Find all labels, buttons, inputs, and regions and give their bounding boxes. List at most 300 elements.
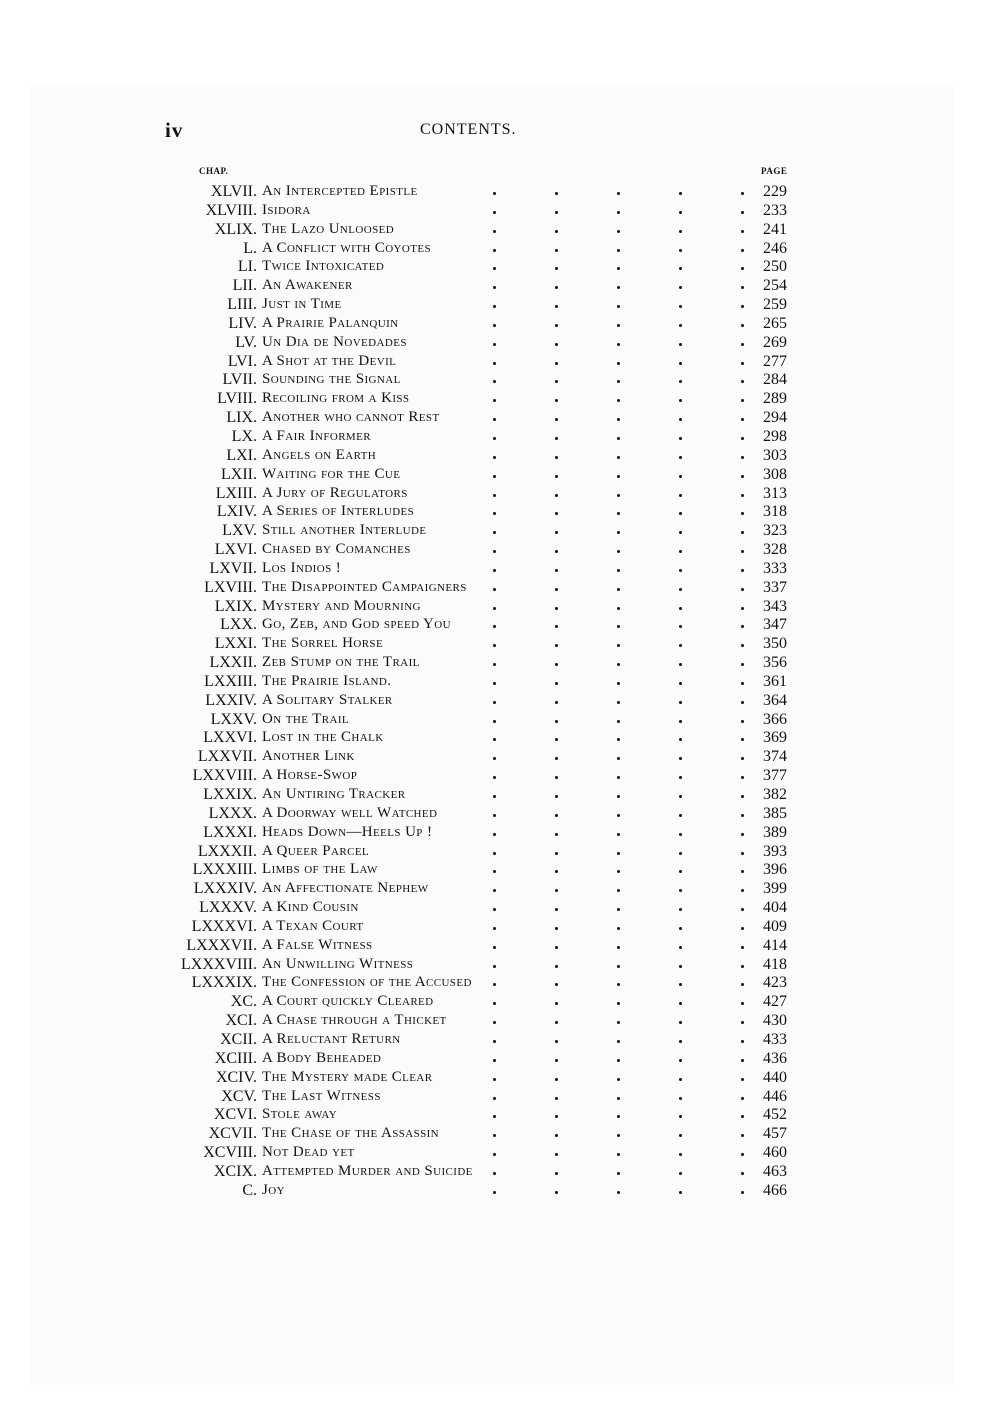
chapter-number: LXXXVI. xyxy=(191,917,257,935)
toc-entry xyxy=(0,1030,1000,1049)
dot-leaders xyxy=(493,465,749,484)
leader-dot xyxy=(555,437,558,440)
leader-dot xyxy=(493,738,496,741)
toc-entry xyxy=(0,295,1000,314)
leader-dot xyxy=(555,192,558,195)
dot-leaders xyxy=(493,728,749,747)
leader-dot xyxy=(741,494,744,497)
leader-dot xyxy=(493,569,496,572)
chapter-title: Waiting for the Cue xyxy=(262,465,401,482)
leader-dot xyxy=(741,343,744,346)
dot-leaders xyxy=(493,804,749,823)
toc-entry xyxy=(0,710,1000,729)
chapter-title: A Kind Cousin xyxy=(262,899,359,916)
leader-dot xyxy=(741,1097,744,1100)
dot-leaders xyxy=(493,936,749,955)
chapter-title: Twice Intoxicated xyxy=(262,258,385,275)
chapter-title: Angels on Earth xyxy=(262,446,377,463)
leader-dot xyxy=(617,249,620,252)
chapter-page: 361 xyxy=(763,672,787,690)
chapter-title: Zeb Stump on the Trail xyxy=(262,654,420,671)
chapter-number: XLVIII. xyxy=(205,201,257,219)
chapter-number: LIX. xyxy=(226,409,257,427)
leader-dot xyxy=(741,1172,744,1175)
leader-dot xyxy=(741,946,744,949)
dot-leaders xyxy=(493,766,749,785)
chapter-number: XCVIII. xyxy=(203,1144,257,1162)
leader-dot xyxy=(617,475,620,478)
leader-dot xyxy=(493,286,496,289)
chapter-page: 269 xyxy=(763,333,787,351)
leader-dot xyxy=(679,305,682,308)
leader-dot xyxy=(679,663,682,666)
leader-dot xyxy=(679,343,682,346)
leader-dot xyxy=(741,682,744,685)
leader-dot xyxy=(493,343,496,346)
leader-dot xyxy=(741,456,744,459)
leader-dot xyxy=(741,833,744,836)
toc-entry xyxy=(0,521,1000,540)
leader-dot xyxy=(493,230,496,233)
chapter-page: 427 xyxy=(763,993,787,1011)
chapter-number: LXI. xyxy=(226,446,257,464)
leader-dot xyxy=(679,776,682,779)
dot-leaders xyxy=(493,917,749,936)
chapter-title: Joy xyxy=(262,1181,285,1198)
leader-dot xyxy=(679,324,682,327)
dot-leaders xyxy=(493,540,749,559)
leader-dot xyxy=(679,682,682,685)
leader-dot xyxy=(493,833,496,836)
leader-dot xyxy=(555,380,558,383)
chapter-page: 452 xyxy=(763,1106,787,1124)
chapter-page: 457 xyxy=(763,1125,787,1143)
toc-entry xyxy=(0,936,1000,955)
chapter-number: LXXXII. xyxy=(197,842,257,860)
toc-entry xyxy=(0,1087,1000,1106)
leader-dot xyxy=(555,494,558,497)
chapter-page: 382 xyxy=(763,786,787,803)
leader-dot xyxy=(741,625,744,628)
chapter-page: 356 xyxy=(763,654,787,672)
chapter-page: 430 xyxy=(763,1012,787,1030)
leader-dot xyxy=(741,418,744,421)
leader-dot xyxy=(493,550,496,553)
leader-dot xyxy=(617,1040,620,1043)
chapter-title: An Affectionate Nephew xyxy=(262,880,429,897)
leader-dot xyxy=(493,927,496,930)
chapter-title: Still another Interlude xyxy=(262,522,427,539)
leader-dot xyxy=(617,494,620,497)
toc-entry xyxy=(0,973,1000,992)
dot-leaders xyxy=(493,1124,749,1143)
chapter-title: A Horse-Swop xyxy=(262,767,358,784)
chapter-number: XCII. xyxy=(220,1030,257,1048)
leader-dot xyxy=(493,870,496,873)
dot-leaders xyxy=(493,634,749,653)
leader-dot xyxy=(741,380,744,383)
dot-leaders xyxy=(493,898,749,917)
leader-dot xyxy=(493,1134,496,1137)
leader-dot xyxy=(493,531,496,534)
chapter-title: A Fair Informer xyxy=(262,427,371,444)
leader-dot xyxy=(741,267,744,270)
leader-dot xyxy=(741,1002,744,1005)
leader-dot xyxy=(679,475,682,478)
dot-leaders xyxy=(493,521,749,540)
leader-dot xyxy=(493,776,496,779)
leader-dot xyxy=(617,852,620,855)
dot-leaders xyxy=(493,1068,749,1087)
toc-entry xyxy=(0,370,1000,389)
dot-leaders xyxy=(493,370,749,389)
leader-dot xyxy=(617,682,620,685)
leader-dot xyxy=(493,701,496,704)
dot-leaders xyxy=(493,1143,749,1162)
dot-leaders xyxy=(493,691,749,710)
dot-leaders xyxy=(493,276,749,295)
chapter-number: LXVII. xyxy=(209,559,257,577)
leader-dot xyxy=(555,475,558,478)
dot-leaders xyxy=(493,352,749,371)
leader-dot xyxy=(555,927,558,930)
leader-dot xyxy=(617,230,620,233)
chapter-title: A Shot at the Devil xyxy=(262,352,397,369)
leader-dot xyxy=(617,795,620,798)
chapter-number: LXXVI. xyxy=(203,729,257,747)
leader-dot xyxy=(555,249,558,252)
leader-dot xyxy=(555,1097,558,1100)
leader-dot xyxy=(555,983,558,986)
chapter-number: LXIV. xyxy=(216,503,257,521)
chapter-number: L. xyxy=(243,239,257,257)
chapter-title: Go, Zeb, and God speed You xyxy=(262,616,451,633)
toc-entry xyxy=(0,766,1000,785)
leader-dot xyxy=(741,983,744,986)
leader-dot xyxy=(617,1002,620,1005)
leader-dot xyxy=(741,1021,744,1024)
chapter-page: 294 xyxy=(763,409,787,427)
dot-leaders xyxy=(493,710,749,729)
leader-dot xyxy=(555,625,558,628)
leader-dot xyxy=(679,456,682,459)
dot-leaders xyxy=(493,615,749,634)
chapter-title: The Chase of the Assassin xyxy=(262,1125,440,1142)
chapter-number: LIII. xyxy=(227,296,257,314)
chapter-number: LVI. xyxy=(227,352,257,370)
leader-dot xyxy=(617,983,620,986)
leader-dot xyxy=(493,362,496,365)
leader-dot xyxy=(741,1059,744,1062)
dot-leaders xyxy=(493,597,749,616)
leader-dot xyxy=(679,1002,682,1005)
chapter-number: XCIX. xyxy=(213,1162,257,1180)
page-column-heading: PAGE xyxy=(761,166,788,176)
leader-dot xyxy=(679,380,682,383)
leader-dot xyxy=(679,833,682,836)
leader-dot xyxy=(617,418,620,421)
leader-dot xyxy=(741,324,744,327)
chapter-title: The Lazo Unloosed xyxy=(262,220,395,237)
leader-dot xyxy=(617,1059,620,1062)
leader-dot xyxy=(493,1097,496,1100)
toc-entry xyxy=(0,615,1000,634)
chapter-number: LXXVII. xyxy=(197,748,257,766)
leader-dot xyxy=(617,757,620,760)
leader-dot xyxy=(741,908,744,911)
leader-dot xyxy=(679,1153,682,1156)
leader-dot xyxy=(617,305,620,308)
leader-dot xyxy=(617,644,620,647)
chapter-number: LX. xyxy=(231,427,257,445)
leader-dot xyxy=(493,1021,496,1024)
chapter-title: The Sorrel Horse xyxy=(262,635,384,652)
chapter-title: Stole away xyxy=(262,1106,338,1123)
toc-entry xyxy=(0,1143,1000,1162)
chapter-title: An Awakener xyxy=(262,277,353,294)
chapter-title: A Jury of Regulators xyxy=(262,484,408,501)
leader-dot xyxy=(617,701,620,704)
leader-dot xyxy=(741,569,744,572)
chapter-title: The Disappointed Campaigners xyxy=(262,578,467,595)
leader-dot xyxy=(555,889,558,892)
toc-entry xyxy=(0,597,1000,616)
leader-dot xyxy=(555,852,558,855)
chapter-title: Another who cannot Rest xyxy=(262,409,440,426)
chapter-number: XLIX. xyxy=(214,220,257,238)
leader-dot xyxy=(741,192,744,195)
leader-dot xyxy=(555,550,558,553)
leader-dot xyxy=(555,1002,558,1005)
leader-dot xyxy=(493,305,496,308)
chapter-title: An Intercepted Epistle xyxy=(262,183,418,199)
dot-leaders xyxy=(493,785,749,804)
toc-entry xyxy=(0,1162,1000,1181)
chapter-number: LXXII. xyxy=(209,654,257,672)
chapter-column-heading: CHAP. xyxy=(199,166,229,176)
dot-leaders xyxy=(493,653,749,672)
chapter-page: 246 xyxy=(763,239,787,257)
toc-entry xyxy=(0,1011,1000,1030)
chapter-title: A Series of Interludes xyxy=(262,503,415,520)
chapter-page: 233 xyxy=(763,201,787,219)
leader-dot xyxy=(741,230,744,233)
leader-dot xyxy=(741,814,744,817)
leader-dot xyxy=(493,1002,496,1005)
leader-dot xyxy=(679,211,682,214)
leader-dot xyxy=(493,1040,496,1043)
leader-dot xyxy=(493,1115,496,1118)
leader-dot xyxy=(555,343,558,346)
dot-leaders xyxy=(493,446,749,465)
dot-leaders xyxy=(493,823,749,842)
leader-dot xyxy=(617,437,620,440)
chapter-number: LXVI. xyxy=(214,541,257,559)
chapter-title: Recoiling from a Kiss xyxy=(262,390,410,407)
dot-leaders xyxy=(493,973,749,992)
chapter-page: 343 xyxy=(763,597,787,615)
leader-dot xyxy=(679,588,682,591)
toc-entry xyxy=(0,1049,1000,1068)
chapter-title: Los Indios ! xyxy=(262,559,342,576)
leader-dot xyxy=(493,211,496,214)
chapter-title: An Unwilling Witness xyxy=(262,955,414,972)
chapter-title: A Body Beheaded xyxy=(262,1049,382,1066)
chapter-title: Sounding the Signal xyxy=(262,371,401,388)
leader-dot xyxy=(617,1153,620,1156)
leader-dot xyxy=(493,965,496,968)
dot-leaders xyxy=(493,860,749,879)
leader-dot xyxy=(741,531,744,534)
dot-leaders xyxy=(493,502,749,521)
page-header xyxy=(0,118,1000,142)
toc-entry xyxy=(0,1068,1000,1087)
leader-dot xyxy=(493,324,496,327)
leader-dot xyxy=(679,983,682,986)
leader-dot xyxy=(617,889,620,892)
leader-dot xyxy=(617,607,620,610)
toc-entry xyxy=(0,1124,1000,1143)
leader-dot xyxy=(741,588,744,591)
toc-entry xyxy=(0,898,1000,917)
chapter-page: 350 xyxy=(763,635,787,653)
chapter-title: A Reluctant Return xyxy=(262,1030,401,1047)
toc-entry xyxy=(0,389,1000,408)
chapter-title: A False Witness xyxy=(262,936,373,953)
leader-dot xyxy=(679,1115,682,1118)
leader-dot xyxy=(493,249,496,252)
leader-dot xyxy=(679,927,682,930)
chapter-number: LXXXI. xyxy=(203,823,257,841)
toc-entry xyxy=(0,220,1000,239)
chapter-title: A Queer Parcel xyxy=(262,842,370,859)
chapter-page: 328 xyxy=(763,541,787,559)
chapter-page: 265 xyxy=(763,314,787,332)
dot-leaders xyxy=(493,879,749,898)
chapter-title: Limbs of the Law xyxy=(262,861,378,878)
chapter-page: 418 xyxy=(763,955,787,973)
leader-dot xyxy=(617,362,620,365)
dot-leaders xyxy=(493,182,749,201)
chapter-page: 333 xyxy=(763,559,787,577)
toc-entry xyxy=(0,634,1000,653)
toc-entry xyxy=(0,502,1000,521)
leader-dot xyxy=(617,267,620,270)
leader-dot xyxy=(679,738,682,741)
leader-dot xyxy=(741,720,744,723)
chapter-title: Mystery and Mourning xyxy=(262,597,421,614)
leader-dot xyxy=(617,870,620,873)
leader-dot xyxy=(493,1153,496,1156)
leader-dot xyxy=(555,324,558,327)
leader-dot xyxy=(555,1078,558,1081)
leader-dot xyxy=(555,946,558,949)
chapter-page: 254 xyxy=(763,277,787,295)
dot-leaders xyxy=(493,333,749,352)
dot-leaders xyxy=(493,408,749,427)
chapter-title: Heads Down—Heels Up ! xyxy=(262,823,433,840)
leader-dot xyxy=(679,362,682,365)
leader-dot xyxy=(493,983,496,986)
leader-dot xyxy=(493,588,496,591)
leader-dot xyxy=(617,380,620,383)
toc-entry xyxy=(0,955,1000,974)
chapter-page: 385 xyxy=(763,804,787,822)
leader-dot xyxy=(679,814,682,817)
leader-dot xyxy=(741,399,744,402)
chapter-title: Chased by Comanches xyxy=(262,541,411,558)
leader-dot xyxy=(555,399,558,402)
chapter-number: LXXI. xyxy=(214,635,257,653)
chapter-page: 366 xyxy=(763,710,787,728)
leader-dot xyxy=(617,399,620,402)
running-title: CONTENTS. xyxy=(420,121,517,138)
leader-dot xyxy=(679,550,682,553)
toc-entry xyxy=(0,276,1000,295)
dot-leaders xyxy=(493,1181,749,1200)
leader-dot xyxy=(679,399,682,402)
leader-dot xyxy=(741,795,744,798)
chapter-number: C. xyxy=(242,1181,257,1199)
chapter-number: LI. xyxy=(237,258,257,276)
leader-dot xyxy=(741,550,744,553)
leader-dot xyxy=(555,607,558,610)
chapter-page: 318 xyxy=(763,503,787,521)
leader-dot xyxy=(741,757,744,760)
leader-dot xyxy=(679,720,682,723)
leader-dot xyxy=(679,908,682,911)
leader-dot xyxy=(741,701,744,704)
chapter-page: 323 xyxy=(763,522,787,540)
chapter-number: LXXXIX. xyxy=(191,974,257,992)
leader-dot xyxy=(741,663,744,666)
leader-dot xyxy=(617,211,620,214)
leader-dot xyxy=(493,1191,496,1194)
dot-leaders xyxy=(493,842,749,861)
leader-dot xyxy=(493,1172,496,1175)
chapter-page: 337 xyxy=(763,578,787,596)
leader-dot xyxy=(741,1134,744,1137)
chapter-title: Not Dead yet xyxy=(262,1144,355,1161)
leader-dot xyxy=(555,267,558,270)
toc-entry xyxy=(0,446,1000,465)
leader-dot xyxy=(493,663,496,666)
chapter-number: LXXVIII. xyxy=(192,767,257,785)
leader-dot xyxy=(555,286,558,289)
chapter-page: 308 xyxy=(763,465,787,483)
leader-dot xyxy=(617,456,620,459)
toc-entry xyxy=(0,427,1000,446)
leader-dot xyxy=(617,908,620,911)
leader-dot xyxy=(741,512,744,515)
leader-dot xyxy=(555,211,558,214)
leader-dot xyxy=(493,494,496,497)
leader-dot xyxy=(617,965,620,968)
leader-dot xyxy=(741,211,744,214)
leader-dot xyxy=(741,965,744,968)
chapter-page: 423 xyxy=(763,974,787,992)
leader-dot xyxy=(617,286,620,289)
chapter-number: LXXXVII. xyxy=(186,936,257,954)
chapter-page: 229 xyxy=(763,183,787,200)
dot-leaders xyxy=(493,1030,749,1049)
chapter-title: A Texan Court xyxy=(262,917,364,934)
leader-dot xyxy=(555,1134,558,1137)
chapter-number: LXXXV. xyxy=(199,899,257,917)
leader-dot xyxy=(555,1153,558,1156)
leader-dot xyxy=(741,249,744,252)
chapter-page: 298 xyxy=(763,427,787,445)
